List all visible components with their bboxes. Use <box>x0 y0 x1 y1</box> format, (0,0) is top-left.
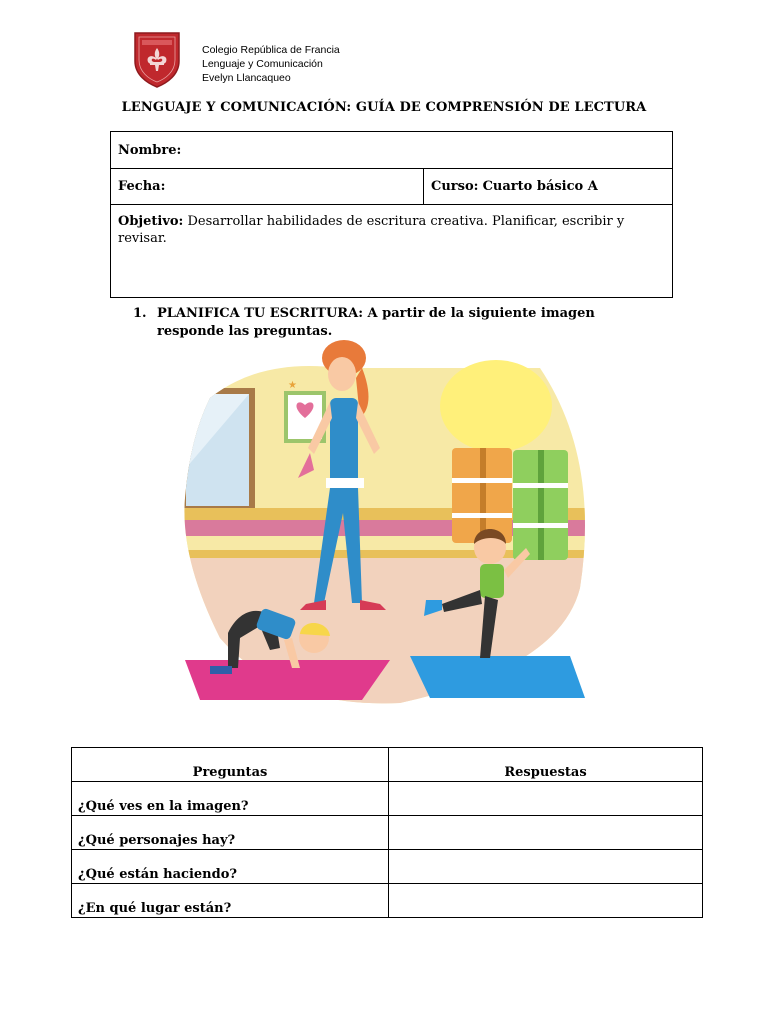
school-info <box>202 43 340 85</box>
school-name: Colegio República de Francia <box>202 44 340 56</box>
fecha-field[interactable] <box>111 169 424 205</box>
question-cell: ¿Qué personajes hay? <box>72 816 389 850</box>
answer-cell[interactable] <box>389 782 703 816</box>
table-row <box>72 884 703 918</box>
teacher-name: Evelyn Llancaqueo <box>202 72 291 84</box>
question-1 <box>133 305 653 341</box>
answer-cell[interactable] <box>389 850 703 884</box>
answer-cell[interactable] <box>389 816 703 850</box>
svg-text:★: ★ <box>288 380 297 391</box>
header-preguntas: Preguntas <box>72 748 389 782</box>
curso-label: Curso: <box>431 179 479 194</box>
question-cell: ¿En qué lugar están? <box>72 884 389 918</box>
table-row <box>72 850 703 884</box>
nombre-label: Nombre: <box>118 142 182 158</box>
student-info-table <box>110 131 673 298</box>
answer-cell[interactable] <box>389 884 703 918</box>
question-cell: ¿Qué están haciendo? <box>72 850 389 884</box>
gym-class-illustration <box>180 338 590 710</box>
curso-value: Cuarto básico A <box>482 179 598 194</box>
nombre-field[interactable] <box>111 132 673 169</box>
fecha-label: Fecha: <box>118 179 166 194</box>
objetivo-text: Desarrollar habilidades de escritura creativa. Planificar, escribir y revisar. <box>118 214 625 246</box>
table-row <box>72 816 703 850</box>
question-text: A partir de la siguiente imagen responde las preguntas. <box>157 306 595 339</box>
subject-name: Lenguaje y Comunicación <box>202 58 323 70</box>
school-crest-icon <box>133 31 181 89</box>
curso-field <box>424 169 673 205</box>
question-cell: ¿Qué ves en la imagen? <box>72 782 389 816</box>
table-row <box>72 782 703 816</box>
questions-table <box>71 747 703 918</box>
header-respuestas: Respuestas <box>389 748 703 782</box>
question-number: 1. <box>133 306 147 321</box>
page-title: LENGUAJE Y COMUNICACIÓN: GUÍA DE COMPRENSIÓN DE LECTURA <box>121 100 647 115</box>
question-heading: PLANIFICA TU ESCRITURA: <box>157 306 364 321</box>
objetivo-cell <box>111 205 673 298</box>
objetivo-label: Objetivo: <box>118 214 184 229</box>
